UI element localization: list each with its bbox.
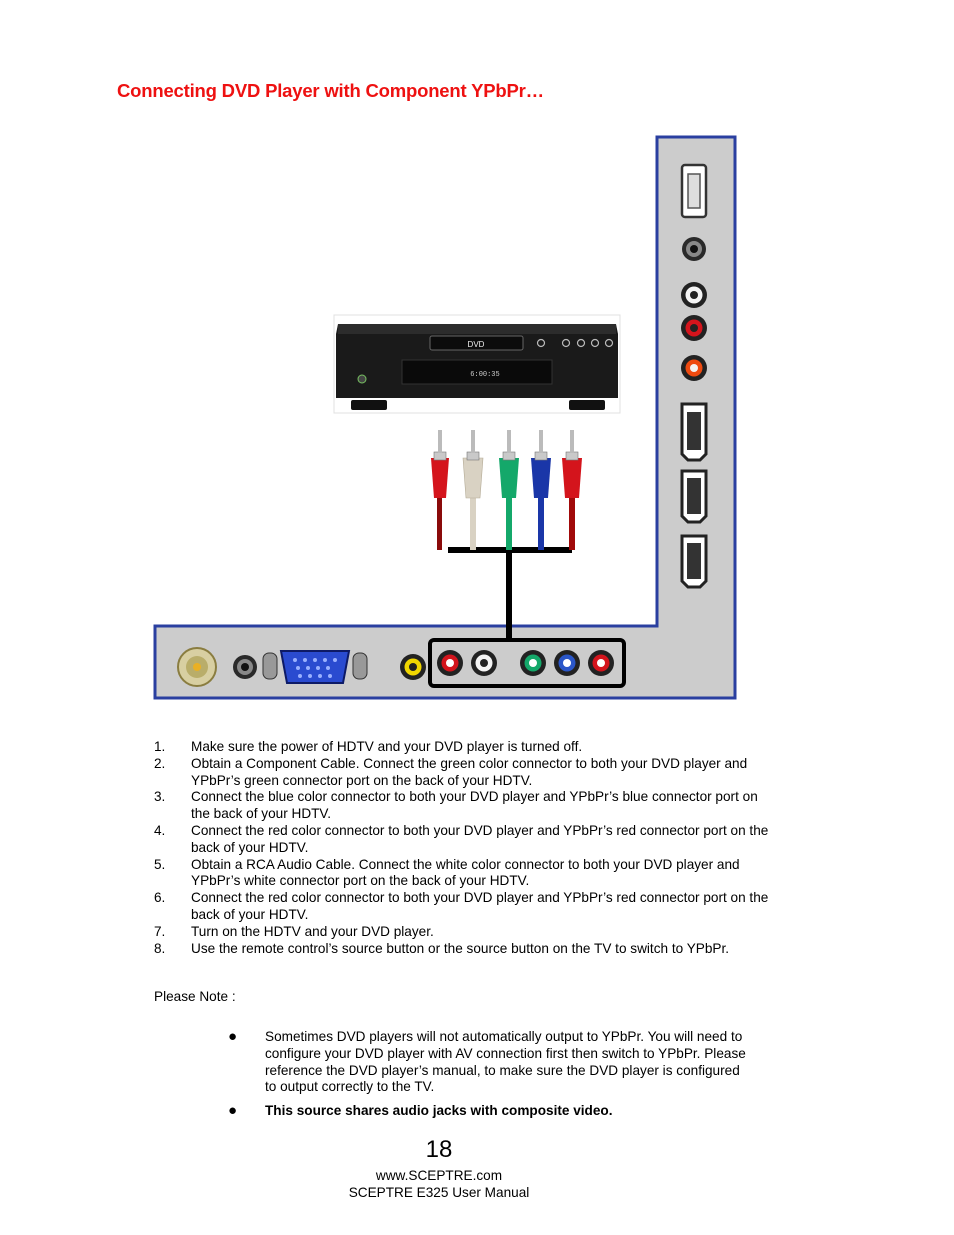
- dvd-player-icon: [334, 315, 620, 413]
- svg-text:DVD: DVD: [467, 340, 485, 349]
- note-label: Please Note :: [154, 989, 236, 1004]
- list-item: 8. Use the remote control’s source button or the source button on the TV to switch to YPbPr.: [154, 940, 730, 956]
- hdmi-port-2-icon: [682, 471, 706, 522]
- rca-white-port-icon: [681, 282, 707, 308]
- pb-blue-port-icon: [554, 650, 580, 676]
- bullet-icon: ●: [228, 1102, 238, 1120]
- list-item: 5. Obtain a RCA Audio Cable. Connect the white color connector to both your DVD player and YPbPr’s white connector port on the back of your HDTV.: [154, 856, 740, 889]
- audio-jack-icon: [682, 237, 706, 261]
- bullet-icon: ●: [228, 1028, 238, 1045]
- connection-diagram: [150, 132, 740, 702]
- list-item: 1. Make sure the power of HDTV and your DVD player is turned off.: [154, 739, 583, 754]
- tv-back-panel: [155, 137, 735, 698]
- list-item: 6. Connect the red color connector to both your DVD player and YPbPr’s red connector port on the back of your HDTV.: [154, 890, 769, 922]
- rca-orange-port-icon: [681, 355, 707, 381]
- pr-red-port-icon: [588, 650, 614, 676]
- hdmi-port-1-icon: [682, 404, 706, 460]
- footer-manual-title: SCEPTRE E325 User Manual: [348, 1185, 530, 1200]
- hdmi-port-3-icon: [682, 536, 706, 587]
- component-cable-red-right: [562, 430, 582, 550]
- page-number: 18: [425, 1136, 453, 1163]
- usb-port-icon: [682, 165, 706, 217]
- audio-red-port-icon: [437, 650, 463, 676]
- y-green-port-icon: [520, 650, 546, 676]
- note-list: [228, 1029, 748, 1127]
- svg-text:6:00:35: 6:00:35: [470, 371, 500, 379]
- rca-red-port-icon: [681, 315, 707, 341]
- page-title: Connecting DVD Player with Component YPbPr…: [117, 80, 544, 101]
- component-cable-green: [499, 430, 519, 550]
- component-cable-blue: [531, 430, 551, 550]
- list-item: 7. Turn on the HDTV and your DVD player.: [154, 923, 434, 939]
- composite-video-port-icon: [400, 654, 426, 680]
- list-item: ● Sometimes DVD players will not automatically output to YPbPr. You will need to configure your DVD player with AV connection first then switch to YPbPr. Please reference the DVD player’s manual, to make sure the DVD player is configured to output correctly to the TV.: [228, 1028, 746, 1095]
- coax-port-icon: [178, 648, 216, 686]
- list-item: 2. Obtain a Component Cable. Connect the green color connector to both your DVD player and YPbPr’s green connector port on the back of your HDTV.: [154, 755, 748, 788]
- list-item: ● This source shares audio jacks with composite video.: [228, 1102, 613, 1120]
- rca-cable-white: [463, 430, 483, 550]
- footer-url: www.SCEPTRE.com: [375, 1168, 503, 1183]
- list-item: 3. Connect the blue color connector to both your DVD player and YPbPr’s blue connector port on the back of your HDTV.: [154, 789, 758, 822]
- instruction-list: [154, 739, 774, 957]
- rca-cable-red-left: [431, 430, 449, 550]
- list-item: 4. Connect the red color connector to both your DVD player and YPbPr’s red connector port on the back of your HDTV.: [154, 822, 769, 855]
- audio-out-jack-icon: [233, 655, 257, 679]
- audio-white-port-icon: [471, 650, 497, 676]
